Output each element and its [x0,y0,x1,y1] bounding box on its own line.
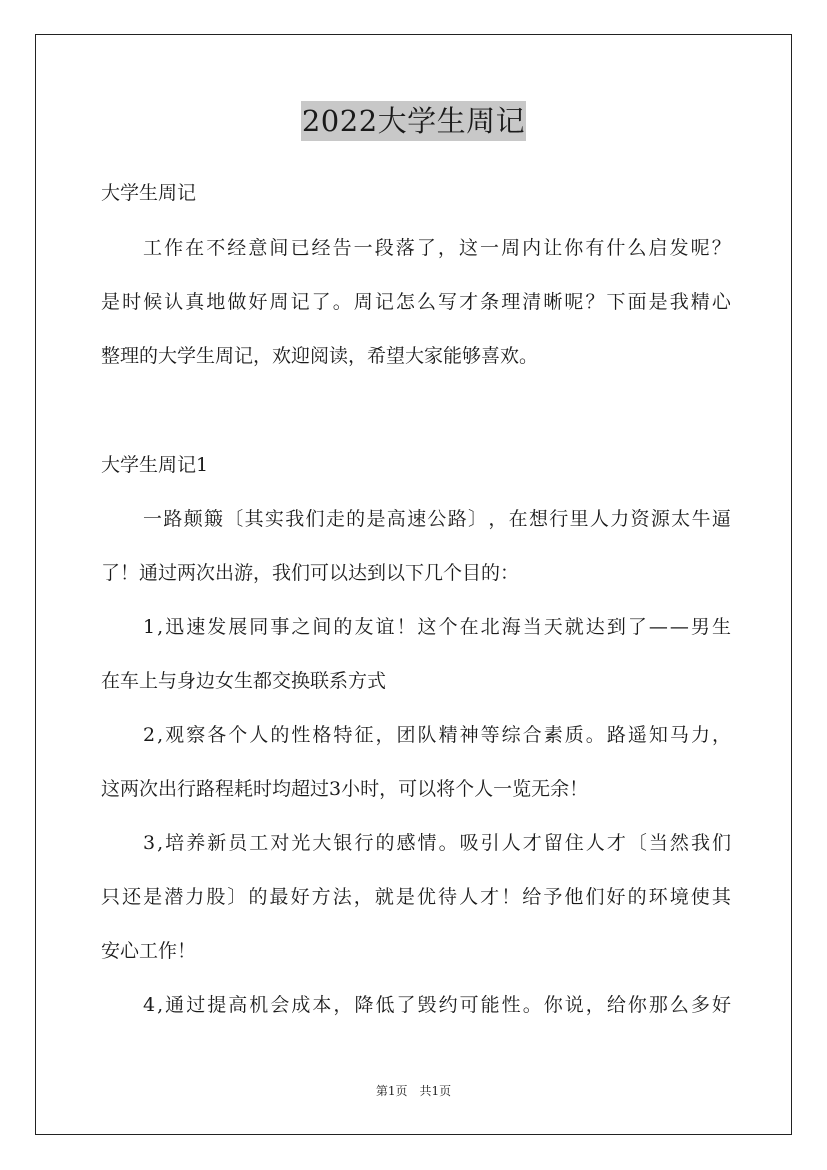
page-footer [0,1083,827,1099]
body-line-1: 一 路 颠 簸 〔 其 实 我 们 走 的 是 高 速 公 路 〕 ， 在 想 行 里 人 力 资 源 太 牛 逼 [143,508,731,530]
body-line-8: 只 还 是 潜 力 股 〕 的 最 好 方 法 ， 就 是 优 待 人 才 ！ 给 予 他 们 好 的 环 境 使 其 [101,886,731,908]
section-heading: 大学生周记 [101,182,197,204]
body-line-7: 3 , 培 养 新 员 工 对 光 大 银 行 的 感 情 。 吸 引 人 才 留 住 人 才 〔 当 然 我 们 [143,832,731,854]
body-line-10: 4 , 通 过 提 高 机 会 成 本 ， 降 低 了 毁 约 可 能 性 。 你 说 ， 给 你 那 么 多 好 [143,994,731,1016]
document-title: 2022大学生周记 [301,101,526,141]
body-line-9: 安心工作！ [101,940,197,962]
body-line-5: 2 , 观 察 各 个 人 的 性 格 特 征 ， 团 队 精 神 等 综 合 素 质 。 路 遥 知 马 力 ， [143,724,731,746]
intro-line-2: 是 时 候 认 真 地 做 好 周 记 了 。 周 记 怎 么 写 才 条 理 清 晰 呢 ？ 下 面 是 我 精 心 [101,291,731,313]
body-line-4: 在车上与身边女生都交换联系方式 [101,670,387,692]
page-number: 第1页 [375,1084,408,1098]
body-line-3: 1 , 迅 速 发 展 同 事 之 间 的 友 谊 ！ 这 个 在 北 海 当 天 就 达 到 了 — — 男 生 [143,616,731,638]
body-line-2: 了！通过两次出游，我们可以达到以下几个目的： [101,562,520,584]
intro-line-3: 整理的大学生周记，欢迎阅读，希望大家能够喜欢。 [101,345,539,367]
section-heading-1: 大学生周记1 [101,454,209,476]
body-line-6: 这两次出行路程耗时均超过3小时，可以将个人一览无余！ [101,778,589,800]
page-total: 共1页 [419,1084,452,1098]
title-container [0,101,827,141]
intro-line-1: 工 作 在 不 经 意 间 已 经 告 一 段 落 了 ， 这 一 周 内 让 你 有 什 么 启 发 呢 ？ [143,237,731,259]
